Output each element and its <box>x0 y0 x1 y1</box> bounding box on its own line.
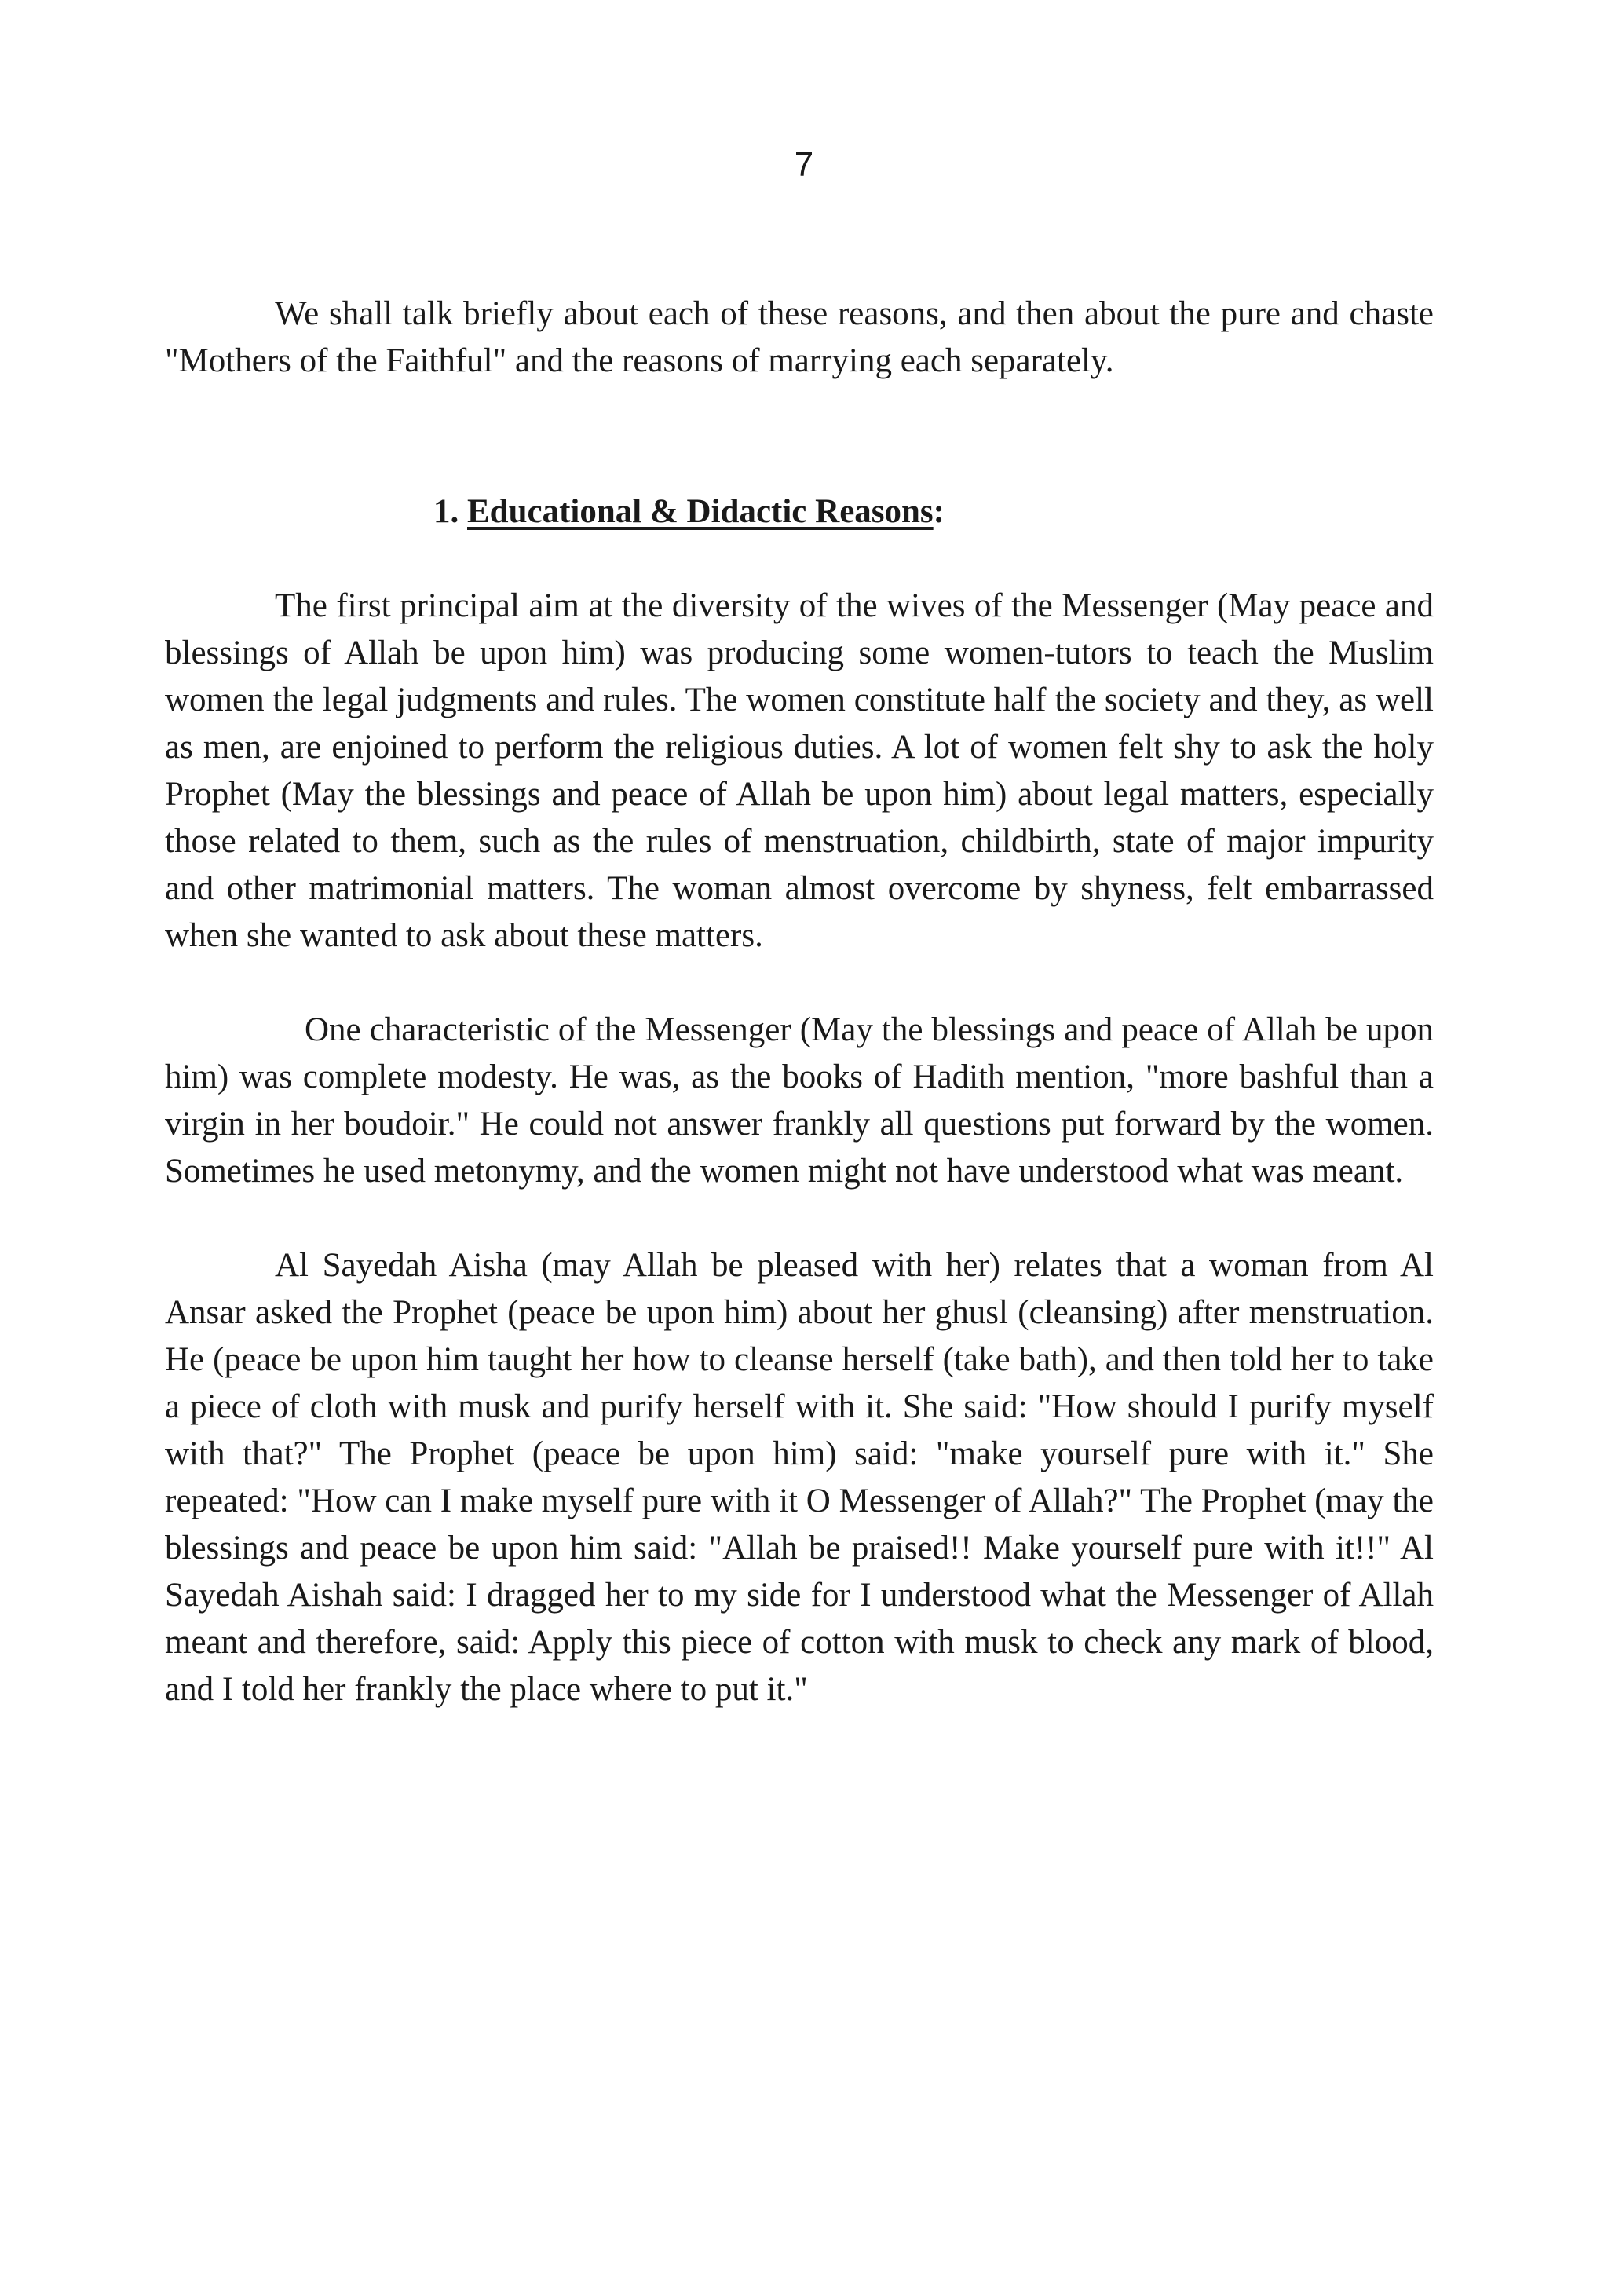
page-number: 7 <box>794 145 814 184</box>
page-body <box>165 291 1434 1713</box>
body-paragraph: One characteristic of the Messenger (May the blessings and peace of Allah be upon him) was complete modesty. He was, as the books of Hadith mention, "more bashful than a virgin in her boudoir." He could not answer frankly all questions put forward by the women. Sometimes he used metonymy, and the women might not have understood what was meant. <box>165 1011 1434 1190</box>
section-number: 1. <box>433 493 459 530</box>
section-title-suffix: : <box>933 493 945 530</box>
intro-paragraph: We shall talk briefly about each of these reasons, and then about the pure and chaste "Mothers of the Faithful" and the reasons of marrying each separately. <box>165 295 1434 379</box>
section-title: Educational & Didactic Reasons <box>467 493 934 530</box>
body-paragraph: The first principal aim at the diversity of the wives of the Messenger (May peace and blessings of Allah be upon him) was producing some women-tutors to teach the Muslim women the legal judgments and rules. The women constitute half the society and they, as well as men, are enjoined to perform the religious duties. A lot of women felt shy to ask the holy Prophet (May the blessings and peace of Allah be upon him) about legal matters, especially those related to them, such as the rules of menstruation, childbirth, state of major impurity and other matrimonial matters. The woman almost overcome by shyness, felt embarrassed when she wanted to ask about these matters. <box>165 587 1434 954</box>
body-paragraph: Al Sayedah Aisha (may Allah be pleased with her) relates that a woman from Al Ansar asked the Prophet (peace be upon him) about her ghusl (cleansing) after menstruation. He (peace be upon him taught her how to cleanse herself (take bath), and then told her to take a piece of cloth with musk and purify herself with it. She said: "How should I purify myself with that?" The Prophet (peace be upon him) said: "make yourself pure with it." She repeated: "How can I make myself pure with it O Messenger of Allah?" The Prophet (may the blessings and peace be upon him said: "Allah be praised!! Make yourself pure with it!!" Al Sayedah Aishah said: I dragged her to my side for I understood what the Messenger of Allah meant and therefore, said: Apply this piece of cotton with musk to check any mark of blood, and I told her frankly the place where to put it." <box>165 1247 1434 1708</box>
section-heading <box>165 488 1434 536</box>
